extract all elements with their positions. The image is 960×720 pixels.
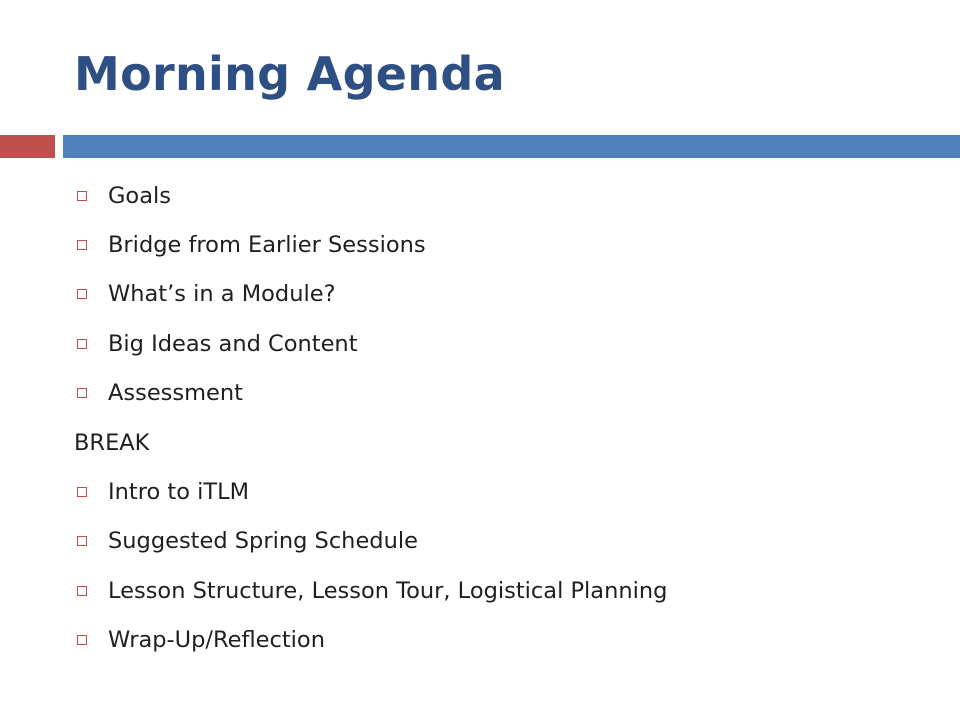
square-bullet-icon — [77, 536, 87, 546]
square-bullet-icon — [77, 191, 87, 201]
agenda-item-break — [74, 418, 944, 467]
agenda-item-label: Assessment — [108, 380, 243, 407]
square-bullet-icon — [77, 586, 87, 596]
agenda-item-wrap-up — [74, 616, 944, 665]
agenda-item-label: Big Ideas and Content — [108, 330, 358, 357]
square-bullet-icon — [77, 289, 87, 299]
square-bullet-icon — [77, 635, 87, 645]
agenda-item-schedule — [74, 517, 944, 566]
agenda-item-big-ideas — [74, 319, 944, 368]
agenda-item-itlm — [74, 467, 944, 516]
slide-title: Morning Agenda — [74, 47, 505, 101]
square-bullet-icon — [77, 339, 87, 349]
agenda-item-label: Goals — [108, 182, 171, 209]
agenda-list — [74, 171, 944, 665]
agenda-item-module — [74, 270, 944, 319]
square-bullet-icon — [77, 487, 87, 497]
agenda-item-bridge — [74, 220, 944, 269]
accent-bar-red — [0, 135, 55, 158]
agenda-item-label: Wrap-Up/Reflection — [108, 627, 325, 654]
agenda-item-lesson-structure — [74, 566, 944, 615]
agenda-item-label: Intro to iTLM — [108, 479, 250, 506]
agenda-item-goals — [74, 171, 944, 220]
accent-bar-blue — [63, 135, 960, 158]
square-bullet-icon — [77, 240, 87, 250]
agenda-item-label: Lesson Structure, Lesson Tour, Logistical Planning — [108, 577, 668, 604]
square-bullet-icon — [77, 388, 87, 398]
agenda-item-label: Suggested Spring Schedule — [108, 528, 418, 555]
agenda-item-label: BREAK — [74, 429, 150, 456]
agenda-item-assessment — [74, 369, 944, 418]
agenda-item-label: Bridge from Earlier Sessions — [108, 232, 426, 259]
agenda-item-label: What’s in a Module? — [108, 281, 336, 308]
